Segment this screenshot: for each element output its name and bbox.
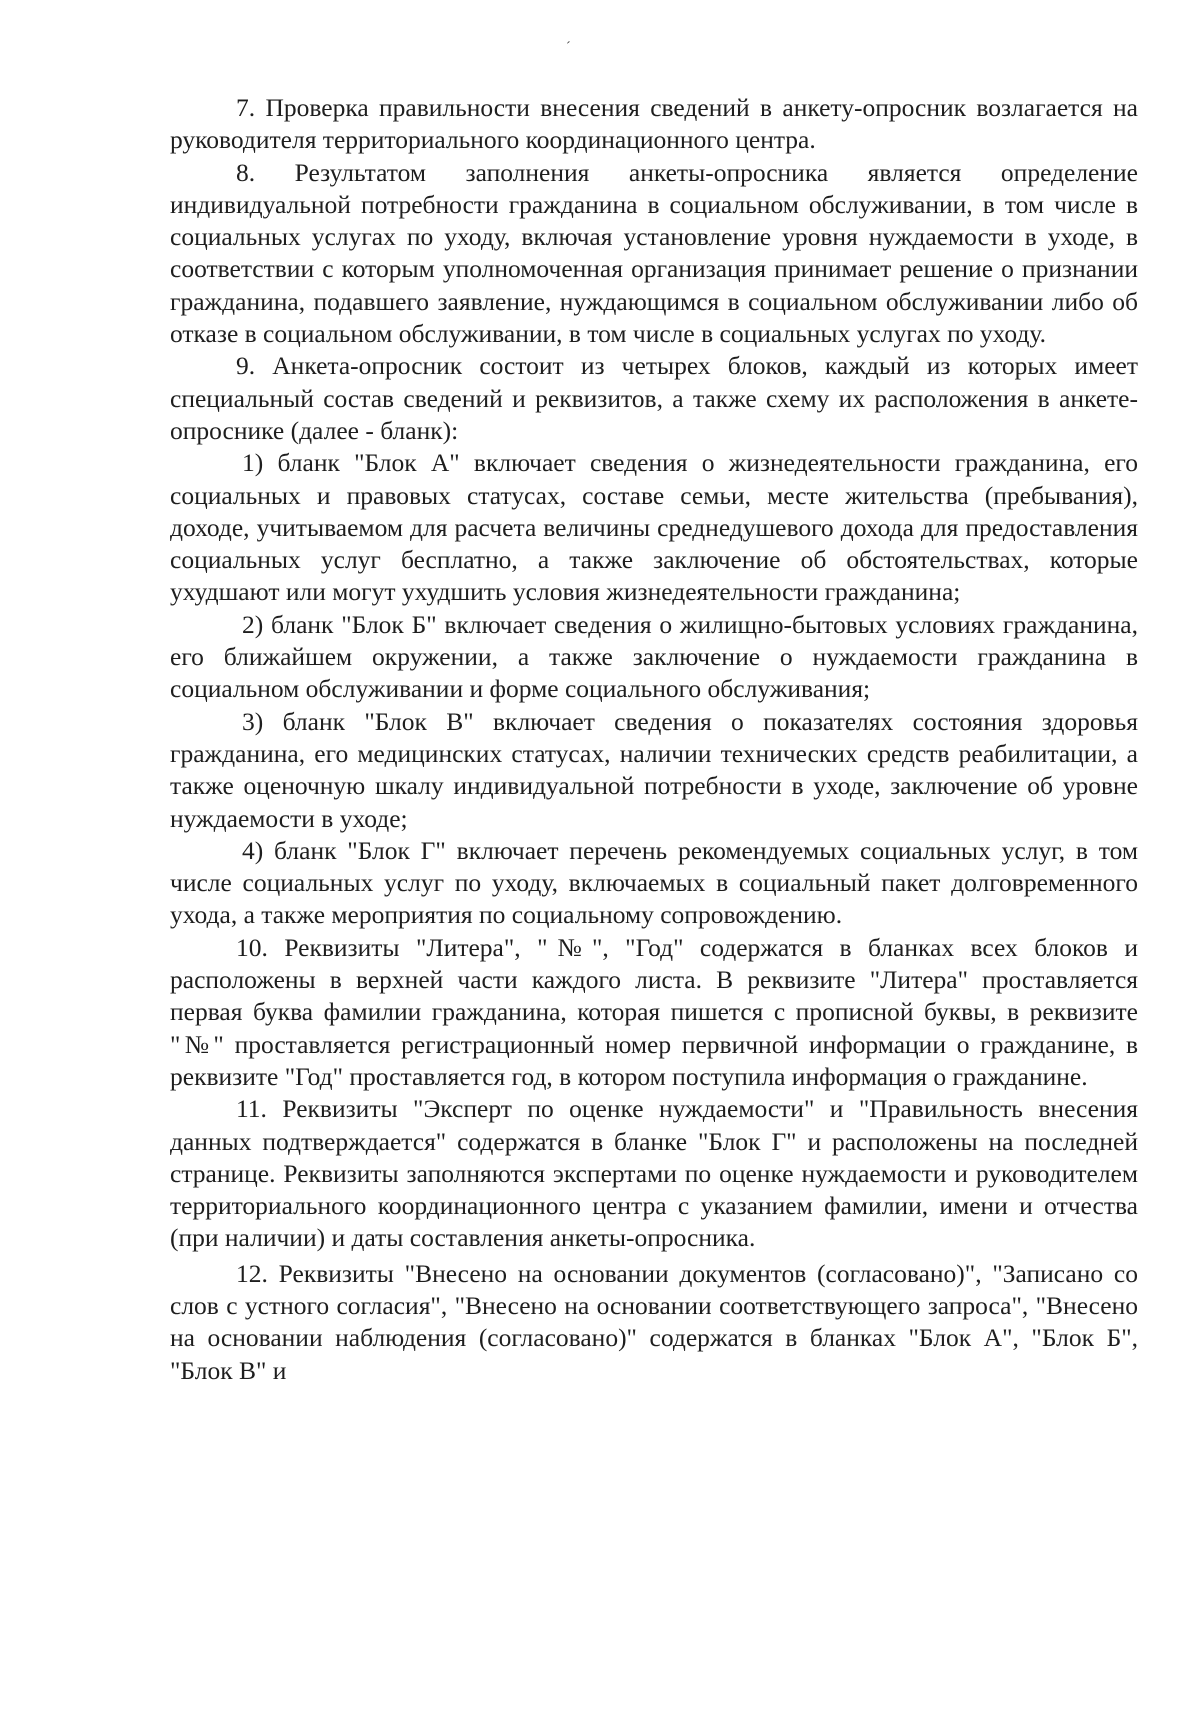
paragraph-9-item-2: 2) бланк "Блок Б" включает сведения о жилищно-бытовых условиях гражданина, его ближайшем окружении, а также заключение о нуждаемости гражданина в социальном обслуживании и форме социального обслуживания; bbox=[170, 609, 1138, 704]
document-body bbox=[170, 92, 1138, 1387]
paragraph-9-item-4: 4) бланк "Блок Г" включает перечень рекомендуемых социальных услуг, в том числе социальных услуг по уходу, включаемых в социальный пакет долговременного ухода, а также мероприятия по социальному сопровождению. bbox=[170, 835, 1138, 930]
paragraph-12: 12. Реквизиты "Внесено на основании документов (согласовано)", "Записано со слов с устного согласия", "Внесено на основании соответствующего запроса", "Внесено на основании наблюдения (согласовано)" содержатся в бланках "Блок А", "Блок Б", "Блок В" и bbox=[170, 1258, 1138, 1385]
paragraph-8: 8. Результатом заполнения анкеты-опросника является определение индивидуальной потребности гражданина в социальном обслуживании, в том числе в социальных услугах по уходу, включая установление уровня нуждаемости в уходе, в соответствии с которым уполномоченная организация принимает решение о признании гражданина, подавшего заявление, нуждающимся в социальном обслуживании либо об отказе в социальном обслуживании, в том числе в социальных услугах по уходу. bbox=[170, 157, 1138, 349]
paragraph-7: 7. Проверка правильности внесения сведений в анкету-опросник возлагается на руководителя территориального координационного центра. bbox=[170, 93, 1138, 155]
paragraph-10: 10. Реквизиты "Литера", "№", "Год" содержатся в бланках всех блоков и расположены в верхней части каждого листа. В реквизите "Литера" проставляется первая буква фамилии гражданина, которая пишется с прописной буквы, в реквизите "№" проставляется регистрационный номер первичной информации о гражданине, в реквизите "Год" проставляется год, в котором поступила информация о гражданине. bbox=[170, 932, 1138, 1091]
paragraph-11: 11. Реквизиты "Эксперт по оценке нуждаемости" и "Правильность внесения данных подтверждается" содержатся в бланке "Блок Г" и расположены на последней странице. Реквизиты заполняются экспертами по оценке нуждаемости и руководителем территориального координационного центра с указанием фамилии, имени и отчества (при наличии) и даты составления анкеты-опросника. bbox=[170, 1094, 1138, 1253]
paragraph-9: 9. Анкета-опросник состоит из четырех блоков, каждый из которых имеет специальный состав сведений и реквизитов, а также схему их расположения в анкете-опроснике (далее - бланк): bbox=[170, 351, 1138, 445]
paragraph-9-item-1: 1) бланк "Блок А" включает сведения о жизнедеятельности гражданина, его социальных и правовых статусах, составе семьи, месте жительства (пребывания), доходе, учитываемом для расчета величины среднедушевого дохода для предоставления социальных услуг бесплатно, а также заключение об обстоятельствах, которые ухудшают или могут ухудшить условия жизнедеятельности гражданина; bbox=[170, 448, 1138, 607]
scan-speck: ˊ bbox=[566, 40, 571, 55]
paragraph-9-item-3: 3) бланк "Блок В" включает сведения о показателях состояния здоровья гражданина, его медицинских статусах, наличии технических средств реабилитации, а также оценочную шкалу индивидуальной потребности в уходе, заключение об уровне нуждаемости в уходе; bbox=[170, 706, 1138, 833]
